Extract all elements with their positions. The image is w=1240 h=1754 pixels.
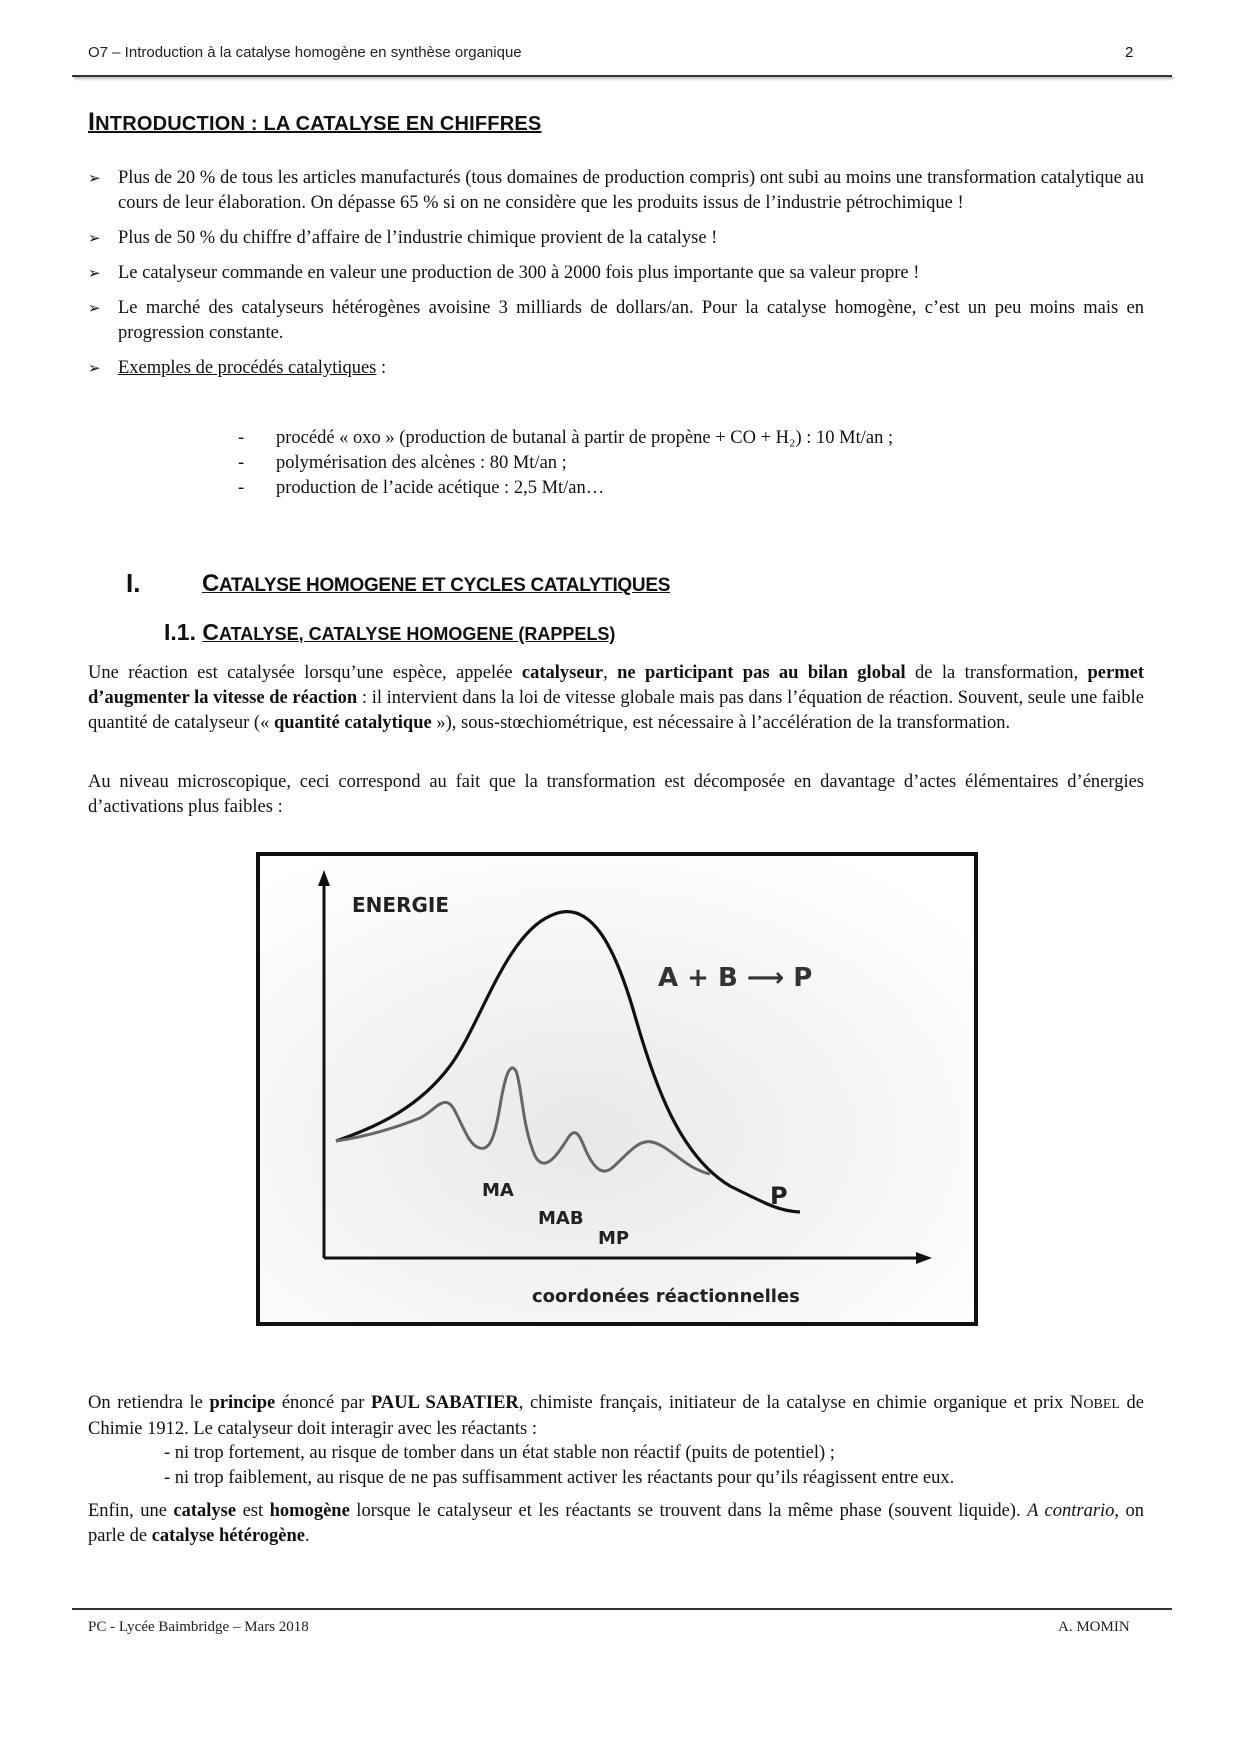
label-mab: MAB: [538, 1208, 584, 1229]
arrow-bullet-icon: ➢: [88, 229, 101, 247]
energy-diagram: [256, 852, 978, 1326]
x-axis-label: coordonées réactionnelles: [532, 1286, 800, 1307]
paragraph-microscopic: Au niveau microscopique, ceci correspond au fait que la transformation est décomposée en davantage d’actes élémentaires d’énergies d’activations plus faibles :: [88, 772, 1144, 817]
section-title: CATALYSE HOMOGENE ET CYCLES CATALYTIQUES: [202, 570, 671, 597]
page-number: 2: [1125, 44, 1134, 61]
energy-diagram-svg: [260, 856, 974, 1322]
label-ma: MA: [482, 1180, 514, 1201]
arrow-bullet-icon: ➢: [88, 169, 101, 187]
paragraph-definition: Une réaction est catalysée lorsqu’une espèce, appelée catalyseur, ne participant pas au bilan global de la transformation, permet d’augmenter la vitesse de réaction : il intervient dans la loi de vitesse globale mais pas dans l’équation de réaction. Souvent, seule une faible quantité de catalyseur (« quantité catalytique »), sous-stœchiométrique, est nécessaire à l’accélération de la transformation.: [88, 663, 1144, 733]
footer-author: A. MOMIN: [1058, 1619, 1130, 1635]
intro-bullet-list: [88, 166, 1144, 391]
footer-left: PC - Lycée Baimbridge – Mars 2018: [88, 1619, 309, 1635]
list-item: - ni trop faiblement, au risque de ne pas suffisamment activer les réactants pour qu’ils réagissent entre eux.: [164, 1468, 955, 1488]
arrow-bullet-icon: ➢: [88, 264, 101, 282]
label-mp: MP: [598, 1228, 630, 1249]
list-item: ➢ Plus de 20 % de tous les articles manufacturés (tous domaines de production compris) ont subi au moins une transformation catalytique au cours de leur élaboration. On dépasse 65 % si on ne considère que les produits issus de l’industrie pétrochimique !: [88, 168, 1144, 213]
paragraph-homogeneous: Enfin, une catalyse est homogène lorsque le catalyseur et les réactants se trouvent dans la même phase (souvent liquide). A contrario, on parle de catalyse hétérogène.: [88, 1501, 1145, 1546]
list-item: ➢ Le marché des catalyseurs hétérogènes avoisine 3 milliards de dollars/an. Pour la catalyse homogène, c’est un peu moins mais en progression constante.: [88, 298, 1144, 343]
list-item: ➢ Le catalyseur commande en valeur une production de 300 à 2000 fois plus importante que sa valeur propre !: [88, 261, 1144, 286]
arrow-bullet-icon: ➢: [88, 359, 101, 377]
list-item: - ni trop fortement, au risque de tomber dans un état stable non réactif (puits de potentiel) ;: [164, 1443, 835, 1463]
arrow-bullet-icon: ➢: [88, 299, 101, 317]
sabatier-conditions: [164, 1441, 954, 1491]
list-item: ➢ Plus de 50 % du chiffre d’affaire de l’industrie chimique provient de la catalyse !: [88, 226, 1144, 251]
running-header: O7 – Introduction à la catalyse homogène en synthèse organique: [88, 44, 522, 61]
subsection-heading: I.1. CATALYSE, CATALYSE HOMOGENE (RAPPELS): [164, 619, 616, 645]
header-rule-shadow: [74, 77, 1174, 81]
list-item: - polymérisation des alcènes : 80 Mt/an ;: [238, 453, 567, 473]
list-item: ➢ Exemples de procédés catalytiques :: [88, 356, 1144, 381]
examples-label: Exemples de procédés catalytiques: [118, 358, 377, 378]
footer-rule: [72, 1608, 1172, 1610]
reaction-equation: A + B ⟶ P: [658, 963, 813, 993]
intro-heading: INTRODUCTION : LA CATALYSE EN CHIFFRES: [88, 108, 542, 136]
paragraph-sabatier: On retiendra le principe énoncé par PAUL SABATIER, chimiste français, initiateur de la catalyse en chimie organique et prix NOBEL de Chimie 1912. Le catalyseur doit interagir avec les réactants :: [88, 1393, 1144, 1439]
y-axis-label: ENERGIE: [352, 893, 449, 917]
examples-list: [238, 426, 893, 501]
list-item: - procédé « oxo » (production de butanal à partir de propène + CO + H₂) : 10 Mt/an ;: [238, 428, 894, 448]
section-number: I.: [126, 568, 141, 598]
list-item: - production de l’acide acétique : 2,5 Mt/an…: [238, 478, 605, 498]
label-p: P: [770, 1182, 788, 1210]
